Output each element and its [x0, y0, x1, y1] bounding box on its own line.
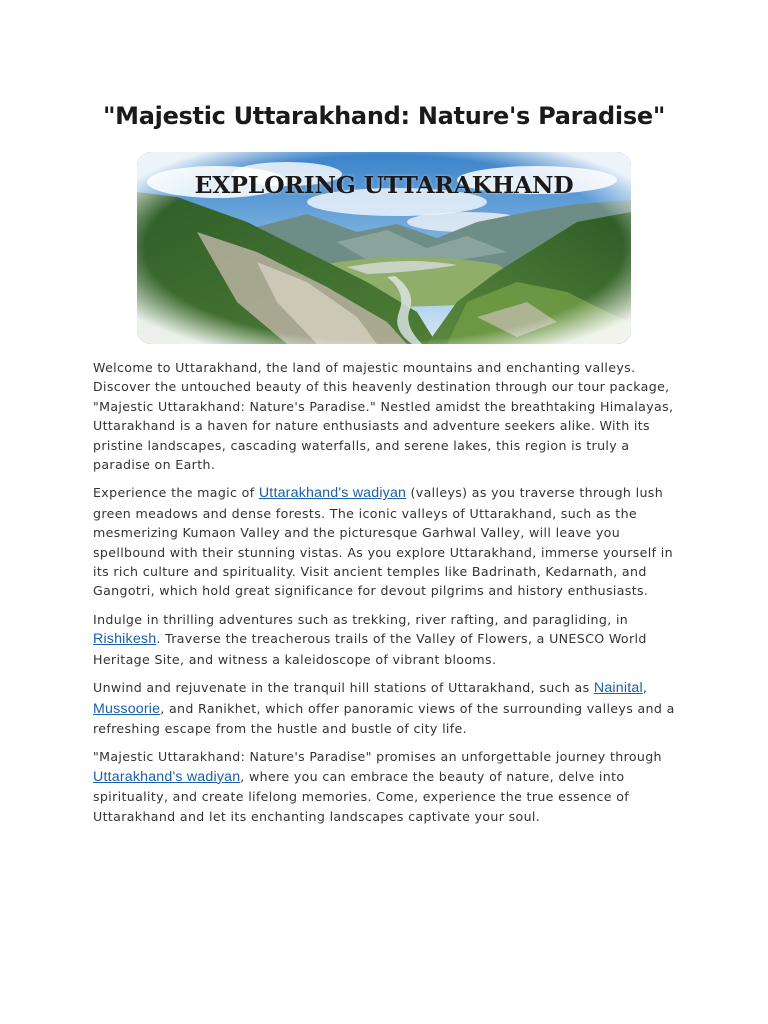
paragraph-hill-stations: Unwind and rejuvenate in the tranquil hill stations of Uttarakhand, such as Nainital, Mussoorie, and Ranikhet, which offer panoramic views of the surrounding valleys and a refreshing escape from the hustle and bustle of city life.: [93, 680, 675, 736]
banner-image: [137, 152, 631, 344]
uttarakhand-wadiyan-link-2[interactable]: Uttarakhand's wadiyan: [93, 768, 241, 785]
article-body: [93, 358, 683, 835]
rishikesh-link[interactable]: Rishikesh: [93, 631, 157, 648]
paragraph-intro: Welcome to Uttarakhand, the land of majestic mountains and enchanting valleys. Discover the untouched beauty of this heavenly destination through our tour package, "Majestic Uttarakhand: Nature's Paradise." Nestled amidst the breathtaking Himalayas, Uttarakhand is a haven for nature enthusiasts and adventure seekers alike. With its pristine landscapes, cascading waterfalls, and serene lakes, this region is truly a paradise on Earth.: [93, 360, 674, 473]
page-title: "Majestic Uttarakhand: Nature's Paradise": [102, 102, 666, 131]
mussoorie-link[interactable]: Mussoorie: [93, 700, 161, 717]
paragraph-adventure: Indulge in thrilling adventures such as trekking, river rafting, and paragliding, in Rishikesh. Traverse the treacherous trails of the Valley of Flowers, a UNESCO World Heritage Site, and witness a kaleidoscope of vibrant blooms.: [93, 611, 647, 667]
banner-title: EXPLORING UTTARAKHAND: [194, 171, 574, 199]
paragraph-conclusion: "Majestic Uttarakhand: Nature's Paradise" promises an unforgettable journey through Uttarakhand's wadiyan, where you can embrace the beauty of nature, delve into spirituality, and create lifelong memories. Come, experience the true essence of Uttarakhand and let its enchanting landscapes captivate your soul.: [93, 749, 662, 824]
paragraph-valleys: Experience the magic of Uttarakhand's wadiyan (valleys) as you traverse through lush green meadows and dense forests. The iconic valleys of Uttarakhand, such as the mesmerizing Kumaon Valley and the picturesque Garhwal Valley, will leave you spellbound with their stunning vistas. As you explore Uttarakhand, immerse yourself in its rich culture and spirituality. Visit ancient temples like Badrinath, Kedarnath, and Gangotri, which hold great significance for devout pilgrims and history enthusiasts.: [93, 485, 673, 599]
nainital-link[interactable]: Nainital: [593, 680, 643, 697]
uttarakhand-wadiyan-link[interactable]: Uttarakhand's wadiyan: [258, 485, 407, 502]
